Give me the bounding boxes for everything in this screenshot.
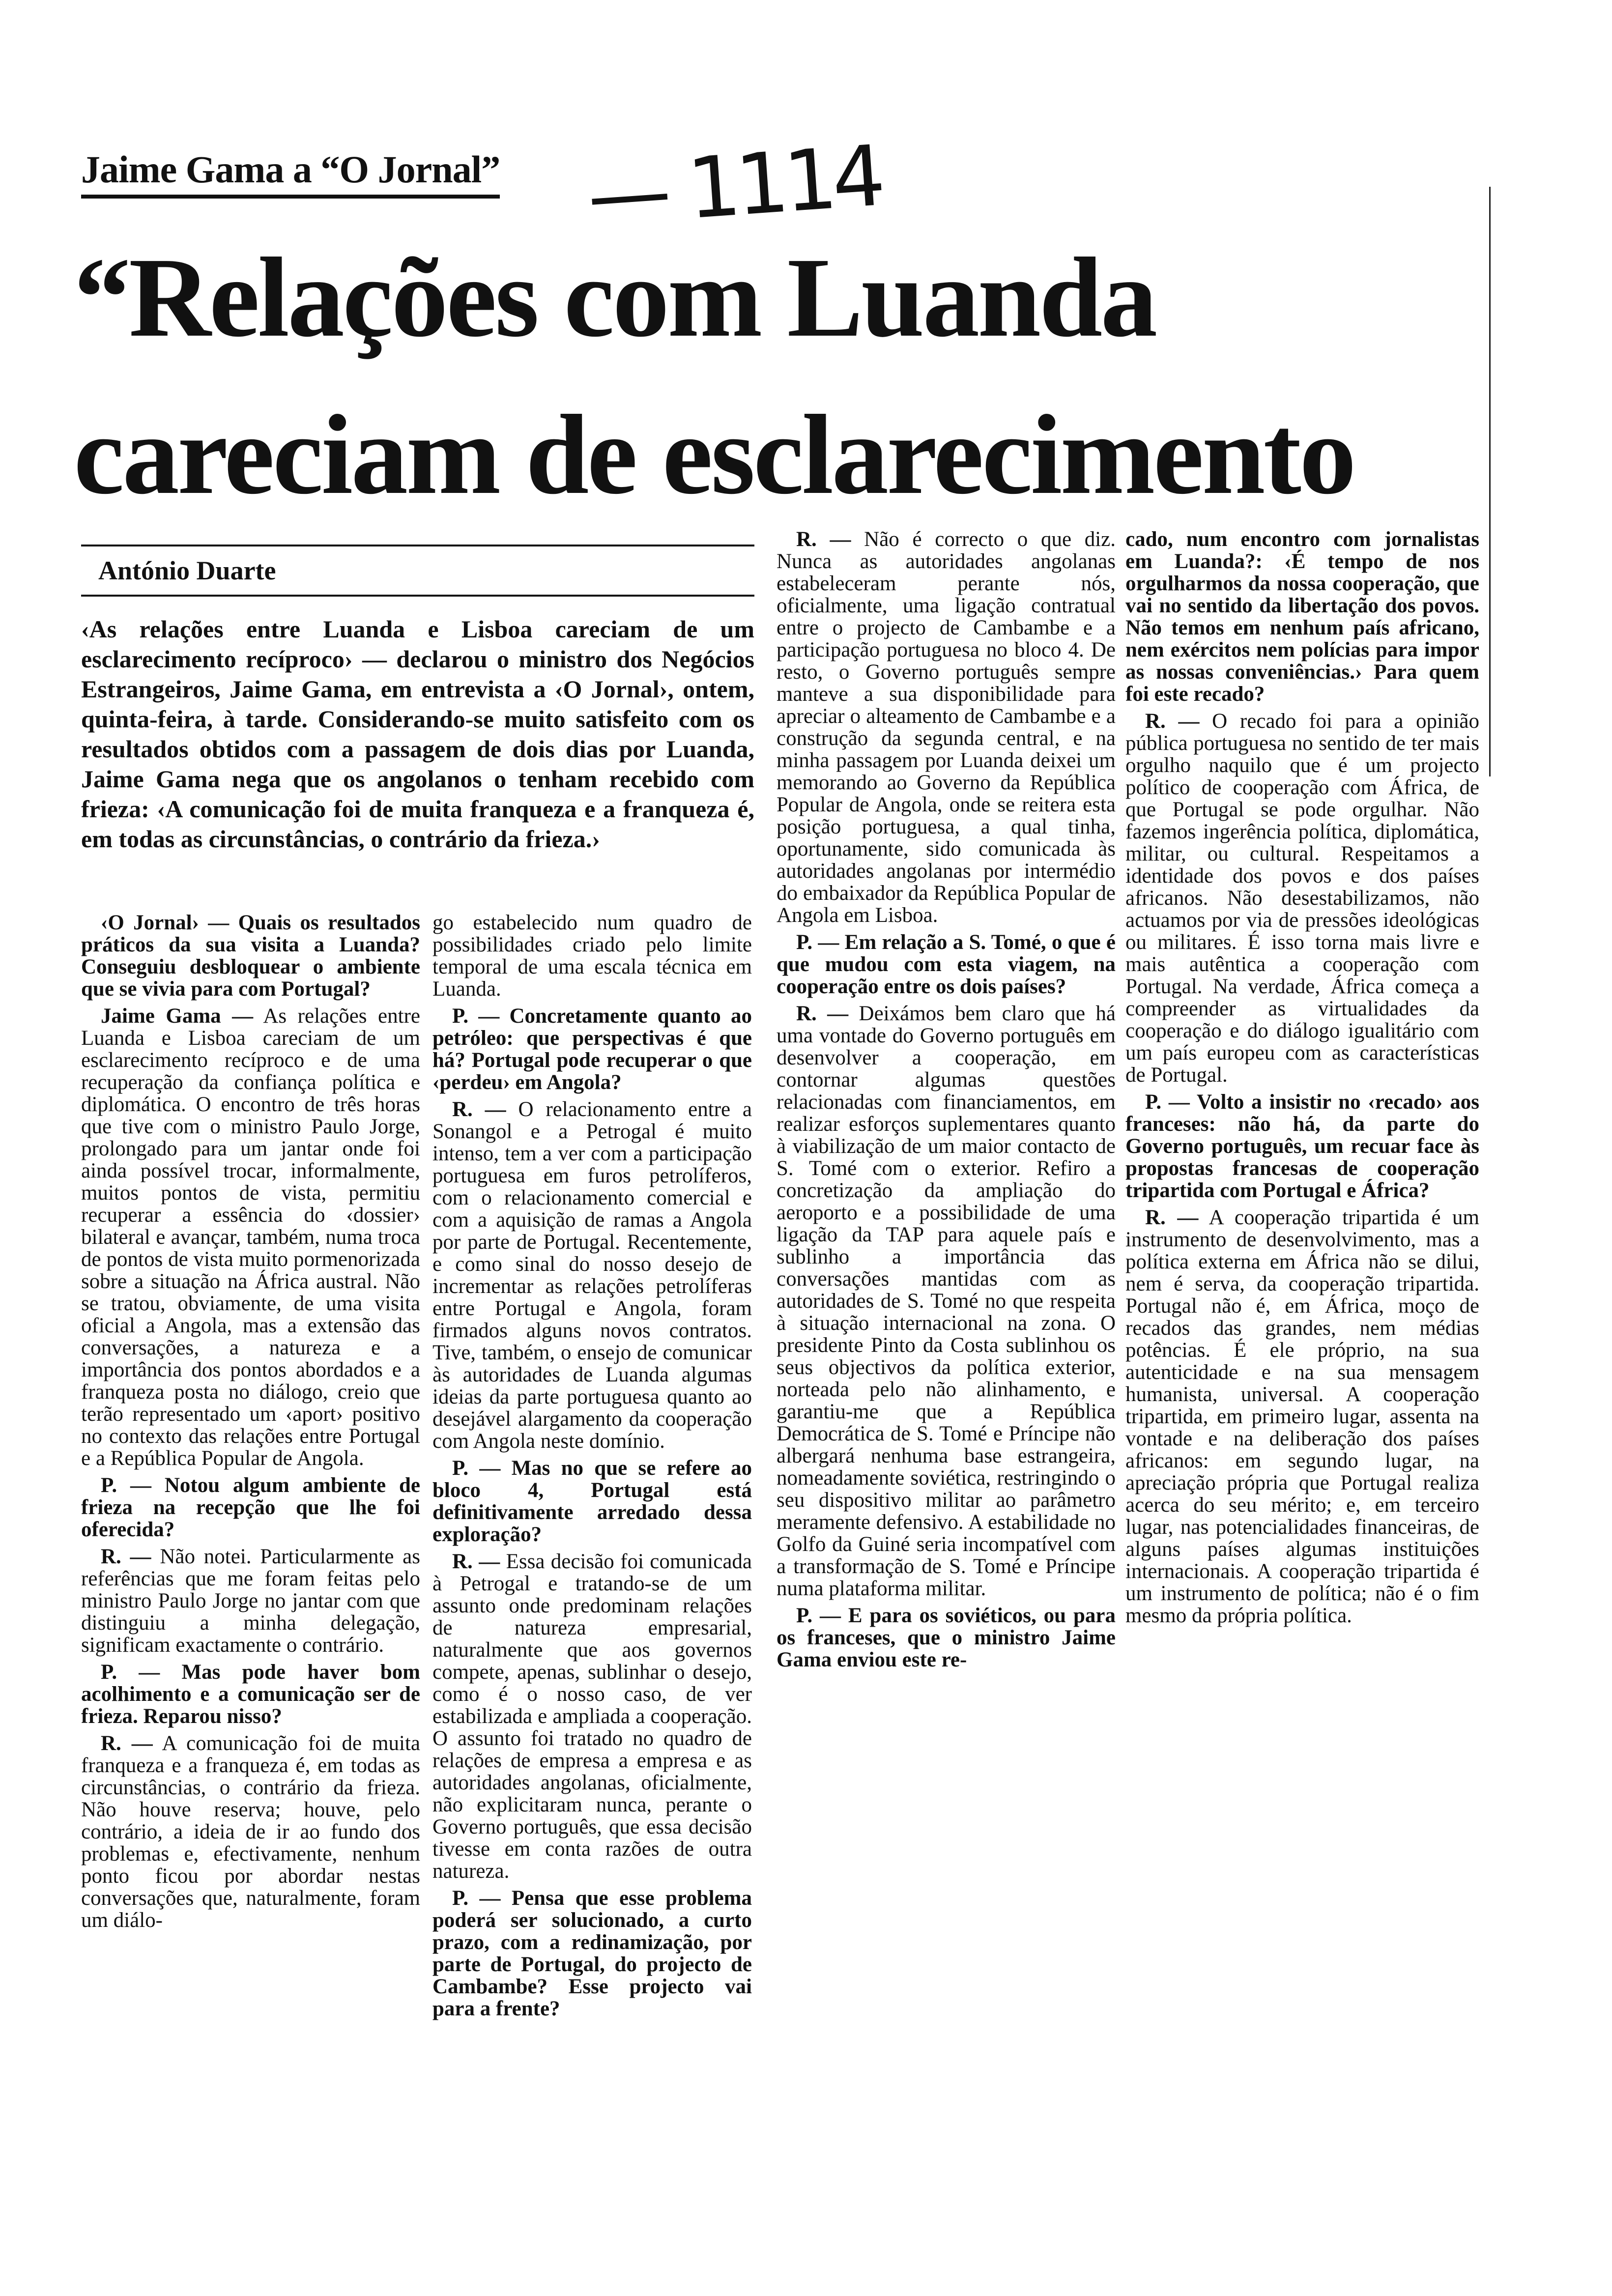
question-text: P. — Concretamente quanto ao petróleo: que perspectivas é que há? Portugal pode recuperar o que ‹perdeu› em Angola? — [432, 1004, 752, 1094]
paragraph — [432, 1098, 752, 1452]
answer-text: Essa decisão foi comunicada à Petrogal e tratando-se de um assunto onde predominam relações de natureza empresarial, naturalmente que aos governos compete, apenas, sublinhar o desejo, como é o nosso caso, de ver estabilizada e ampliada a cooperação. O assunto foi tratado no quadro de relações de empresa a empresa e as autoridades angolanas, oficialmente, não explicitaram nunca, perante o Governo português, que essa decisão tivesse em conta razões de outra natureza. — [432, 1550, 752, 1883]
question-text: P. — Em relação a S. Tomé, o que é que mudou com esta viagem, na cooperação entre os dois países? — [777, 931, 1116, 998]
margin-rule — [1489, 187, 1491, 776]
answer-text: A comunicação foi de muita franqueza e a franqueza é, em todas as circunstâncias, o contrário da frieza. Não houve reserva; houve, pelo contrário, a ideia de ir ao fundo dos problemas e, efectivamente, nenhum ponto ficou por abordar nestas conversações que, naturalmente, foram um diálo- — [81, 1732, 420, 1932]
paragraph — [81, 912, 420, 1000]
question-text: P. — Mas pode haver bom acolhimento e a comunicação ser de frieza. Reparou nisso? — [81, 1661, 420, 1728]
paragraph — [81, 1546, 420, 1656]
kicker-title: Jaime Gama a “O Jornal” — [81, 147, 500, 199]
paragraph — [777, 931, 1116, 998]
answer-label: Jaime Gama — — [101, 1004, 254, 1028]
headline-line-1: “Relações com Luanda — [74, 234, 1156, 361]
paragraph — [432, 1005, 752, 1093]
answer-label: R. — — [1145, 710, 1200, 733]
question-text: P. — E para os soviéticos, ou para os franceses, que o ministro Jaime Gama enviou este re- — [777, 1604, 1116, 1671]
answer-label: R. — — [796, 528, 851, 551]
question-text: ‹O Jornal› — Quais os resultados práticos da sua visita a Luanda? Conseguiu desbloquear o ambiente que se vivia para com Portugal? — [81, 911, 420, 1001]
answer-text: Não notei. Particularmente as referências que me foram feitas pelo ministro Paulo Jorge no jantar com que distinguiu a minha delegação, significam exactamente o contrário. — [81, 1545, 420, 1657]
paragraph — [81, 1474, 420, 1541]
answer-label: R. — — [796, 1002, 849, 1025]
question-text: P. — Mas no que se refere ao bloco 4, Portugal está definitivamente arredado dessa exploração? — [432, 1457, 752, 1546]
answer-text: O recado foi para a opinião pública portuguesa no sentido de ter mais orgulho naquilo que é um projecto político de cooperação com África, de que Portugal se pode orgulhar. Não fazemos ingerência política, diplomática, militar, ou cultural. Respeitamos a identidade dos povos e dos países africanos. Não desestabilizamos, não actuamos por via de pressões ideológicas ou militares. É isso torna mais livre e mais autêntica a cooperação com Portugal. Na verdade, África começa a compreender as virtualidades da cooperação e do diálogo igualitário com um país europeu com as características de Portugal. — [1125, 710, 1480, 1087]
byline: António Duarte — [98, 556, 276, 585]
paragraph — [432, 1550, 752, 1882]
column-1 — [81, 912, 420, 2278]
column-3 — [777, 528, 1116, 2278]
handwritten-annotation: — 1114 — [584, 127, 884, 245]
paragraph — [81, 1732, 420, 1931]
question-text: P. — Volto a insistir no ‹recado› aos franceses: não há, da parte do Governo português, um recuar face às propostas francesas de cooperação tripartida com Portugal e África? — [1125, 1091, 1479, 1202]
byline-rule-top — [81, 545, 754, 546]
paragraph — [81, 1005, 420, 1469]
answer-label: R. — — [452, 1550, 500, 1573]
paragraph — [1125, 1206, 1479, 1627]
column-2 — [432, 912, 752, 2278]
question-text: cado, num encontro com jornalistas em Luanda?: ‹É tempo de nos orgulharmos da nossa cooperação, que vai no sentido da libertação dos povos. Não temos em nenhum país africano, nem exércitos nem polícias para impor as nossas conveniências.› Para quem foi este recado? — [1125, 528, 1479, 706]
paragraph — [432, 912, 752, 1000]
answer-text: As relações entre Luanda e Lisboa careciam de um esclarecimento recíproco e de uma recuperação da confiança política e diplomática. O encontro de três horas que tive com o ministro Paulo Jorge, prolongado para um jantar onde foi ainda possível trocar, informalmente, muitos pontos de vista, permitiu recuperar a essência do ‹dossier› bilateral e avançar, também, numa troca de pontos de vista muito pormenorizada sobre a situação na África austral. Não se tratou, obviamente, de uma visita oficial a Angola, mas a extensão das conversações, a natureza e a importância dos pontos abordados e a franqueza posta no diálogo, creio que terão representado um ‹aport› positivo no contexto das relações entre Portugal e a República Popular de Angola. — [81, 1004, 420, 1470]
lead-paragraph — [81, 614, 754, 854]
answer-label: R. — — [452, 1098, 506, 1121]
paragraph — [777, 1605, 1116, 1671]
paragraph — [1125, 710, 1479, 1086]
headline-line-2: careciam de esclarecimento — [74, 392, 1354, 518]
paragraph — [81, 1661, 420, 1727]
answer-text: O relacionamento entre a Sonangol e a Petrogal é muito intenso, tem a ver com a participação portuguesa em furos petrolíferos, com o relacionamento comercial e com a aquisição de ramas a Angola por parte de Portugal. Recentemente, e como sinal do nosso desejo de incrementar as relações petrolíferas entre Portugal e Angola, foram firmados alguns novos contratos. Tive, também, o ensejo de comunicar às autoridades de Luanda algumas ideias da parte portuguesa quanto ao desejável alargamento da cooperação com Angola neste domínio. — [432, 1098, 752, 1453]
paragraph — [432, 1457, 752, 1546]
answer-text: Deixámos bem claro que há uma vontade do Governo português em desenvolver a cooperação, em contornar algumas questões relacionadas com financiamentos, em realizar esforços suplementares quanto à viabilização de um maior contacto de S. Tomé com o exterior. Refiro a concretização da ampliação do aeroporto e a possibilidade de uma ligação da TAP para aquele país e sublinho a importância das conversações mantidas com as autoridades de S. Tomé no que respeita à situação internacional na zona. O presidente Pinto da Costa sublinhou os seus objectivos da política exterior, norteada pelo não alinhamento, e garantiu-me que a República Democrática de S. Tomé e Príncipe não albergará nenhuma base estrangeira, nomeadamente soviética, restringindo o seu dispositivo militar ao parâmetro meramente defensivo. A estabilidade no Golfo da Guiné seria incompatível com a transformação de S. Tomé e Príncipe numa plataforma militar. — [777, 1002, 1116, 1600]
paragraph — [777, 528, 1116, 926]
answer-label: R. — — [101, 1545, 151, 1568]
paragraph — [1125, 1091, 1479, 1202]
paragraph — [432, 1887, 752, 2020]
byline-rule-bottom — [81, 595, 754, 597]
lead-text: ‹As relações entre Luanda e Lisboa careciam de um esclarecimento recíproco› — declarou o ministro dos Negócios Estrangeiros, Jaime Gama, em entrevista a ‹O Jornal›, ontem, quinta-feira, à tarde. Considerando-se muito satisfeito com os resultados obtidos com a passagem de dois dias por Luanda, Jaime Gama nega que os angolanos o tenham recebido com frieza: ‹A comunicação foi de muita franqueza e a franqueza é, em todas as circunstâncias, o contrário da frieza.› — [81, 615, 754, 853]
answer-label: R. — — [1145, 1206, 1199, 1229]
question-text: P. — Pensa que esse problema poderá ser solucionado, a curto prazo, com a redinamização, por parte de Portugal, do projecto de Cambambe? Esse projecto vai para a frente? — [432, 1887, 752, 2020]
paragraph — [1125, 528, 1479, 705]
answer-text: go estabelecido num quadro de possibilidades criado pelo limite temporal de uma escala técnica em Luanda. — [432, 911, 752, 1001]
answer-text: A cooperação tripartida é um instrumento de desenvolvimento, mas a política externa em África não se dilui, nem é serva, da cooperação tripartida. Portugal não é, em África, moço de recados das grandes, nem médias potências. É ele próprio, na sua autenticidade e na sua mensagem humanista, universal. A cooperação tripartida, em primeiro lugar, assenta na vontade e na deliberação dos países africanos: em segundo lugar, na apreciação própria que Portugal realiza acerca do seu mérito; e, em terceiro lugar, nas potencialidades financeiras, de alguns países algumas instituições internacionais. A cooperação tripartida é um instrumento de política; não é o fim mesmo da própria política. — [1125, 1206, 1479, 1627]
answer-text: Não é correcto o que diz. Nunca as autoridades angolanas estabeleceram perante nós, oficialmente, uma ligação contratual entre o projecto de Cambambe e a participação portuguesa no bloco 4. De resto, o Governo português sempre manteve a sua disponibilidade para apreciar o alteamento de Cambambe e a construção da segunda central, e na minha passagem por Luanda deixei um memorando ao Governo da República Popular de Angola, onde se reitera esta posição portuguesa, a qual tinha, oportunamente, sido comunicada às autoridades angolanas por intermédio do embaixador da República Popular de Angola em Lisboa. — [777, 528, 1116, 927]
answer-label: R. — — [101, 1732, 153, 1755]
question-text: P. — Notou algum ambiente de frieza na recepção que lhe foi oferecida? — [81, 1474, 420, 1541]
paragraph — [777, 1003, 1116, 1600]
column-4 — [1125, 528, 1479, 2278]
